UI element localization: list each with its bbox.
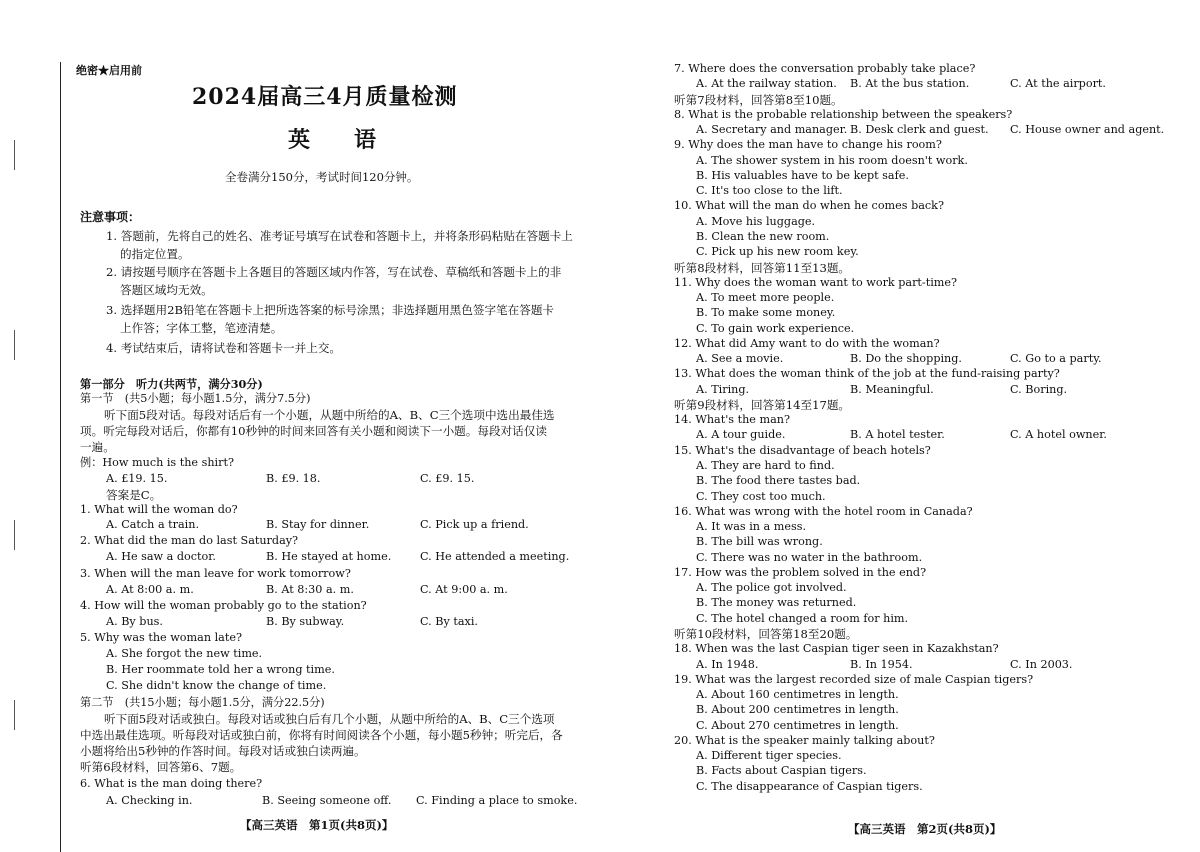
note-line: 4. 考试结束后，请将试卷和答题卡一并上交。 — [106, 341, 342, 355]
question-text: 14. What's the man? — [674, 413, 790, 427]
option-c: C. A hotel owner. — [1010, 428, 1107, 442]
part1-heading: 第一部分 听力(共两节，满分30分) — [80, 377, 263, 391]
option-c: C. At the airport. — [1010, 77, 1106, 91]
option-a: A. Checking in. — [106, 794, 193, 807]
instruction-line: 一遍。 — [80, 440, 115, 454]
question-text: 16. What was wrong with the hotel room in Canada? — [674, 504, 973, 518]
cut-mark — [14, 520, 15, 550]
option-line: B. The money was returned. — [696, 596, 857, 610]
option-b: B. At 8:30 a. m. — [266, 583, 354, 596]
subject-title: 英 语 — [288, 127, 377, 153]
question-4: 4. How will the woman probably go to the station? — [80, 599, 367, 612]
option-line: C. There was no water in the bathroom. — [696, 550, 923, 564]
question-text: 19. What was the largest recorded size of male Caspian tigers? — [674, 672, 1034, 686]
instruction-line: 小题将给出5秒钟的作答时间。每段对话或独白读两遍。 — [80, 744, 366, 758]
option-line: C. It's too close to the lift. — [696, 184, 843, 198]
option-c: C. He attended a meeting. — [420, 550, 570, 563]
page-footer: 【高三英语 第2页(共8页)】 — [848, 822, 1002, 836]
option-line: B. To make some money. — [696, 306, 836, 320]
option-c: C. In 2003. — [1010, 657, 1073, 671]
question-text: 18. When was the last Caspian tiger seen in Kazakhstan? — [674, 642, 999, 656]
note-line: 答题区域均无效。 — [120, 283, 213, 297]
material-label: 听第9段材料，回答第14至17题。 — [674, 397, 851, 412]
option-line: A. It was in a mess. — [696, 520, 807, 534]
question-text: 12. What did Amy want to do with the woman? — [674, 336, 940, 350]
cut-mark — [14, 700, 15, 730]
option-line: B. The bill was wrong. — [696, 535, 823, 549]
example-option-a: A. £19. 15. — [106, 472, 168, 485]
option-c: C. At 9:00 a. m. — [420, 583, 508, 596]
option-b: B. Meaningful. — [850, 382, 934, 396]
option-a: A. See a movie. — [696, 352, 784, 366]
option-line: B. The food there tastes bad. — [696, 474, 861, 488]
option-b: B. Desk clerk and guest. — [850, 123, 989, 137]
cut-mark — [14, 140, 15, 170]
option-line: A. To meet more people. — [696, 291, 835, 305]
option-line: A. The police got involved. — [696, 581, 847, 595]
question-text: 11. Why does the woman want to work part-time? — [674, 275, 958, 289]
option-line: C. The hotel changed a room for him. — [696, 611, 909, 625]
question-text: 17. How was the problem solved in the end? — [674, 565, 927, 579]
secret-label: 绝密★启用前 — [76, 64, 142, 77]
option-b: B. Stay for dinner. — [266, 518, 370, 531]
question-1: 1. What will the woman do? — [80, 503, 238, 516]
option-line: A. Move his luggage. — [696, 214, 816, 228]
example-question: 例：How much is the shirt? — [80, 456, 234, 469]
question-6: 6. What is the man doing there? — [80, 777, 263, 790]
option-c: C. House owner and agent. — [1010, 123, 1165, 137]
question-text: 20. What is the speaker mainly talking about? — [674, 733, 935, 747]
option-b: B. Do the shopping. — [850, 352, 962, 366]
option-b: B. He stayed at home. — [266, 550, 392, 563]
section1-heading: 第一节 (共5小题；每小题1.5分，满分7.5分) — [80, 392, 311, 405]
note-line: 2. 请按题号顺序在答题卡上各题目的答题区域内作答，写在试卷、草稿纸和答题卡上的非 — [106, 265, 562, 279]
option-line: A. They are hard to find. — [696, 459, 835, 473]
option-line: A. About 160 centimetres in length. — [696, 688, 899, 702]
page-footer: 【高三英语 第1页(共8页)】 — [240, 818, 394, 832]
material-label: 听第7段材料，回答第8至10题。 — [674, 92, 843, 107]
option-a: A. At the railway station. — [696, 77, 837, 91]
example-option-b: B. £9. 18. — [266, 472, 321, 485]
option-c: C. Finding a place to smoke. — [416, 794, 578, 807]
option-b: B. Her roommate told her a wrong time. — [106, 663, 335, 676]
option-a: A. He saw a doctor. — [106, 550, 216, 563]
exam-title: 2024届高三4月质量检测 — [192, 84, 458, 110]
option-a: A. Tiring. — [696, 382, 750, 396]
option-b: B. Seeing someone off. — [262, 794, 392, 807]
note-line: 上作答；字体工整，笔迹清楚。 — [120, 321, 283, 335]
option-line: B. Clean the new room. — [696, 229, 830, 243]
binding-line — [60, 62, 61, 852]
material-label: 听第6段材料，回答第6、7题。 — [80, 760, 242, 774]
option-b: B. A hotel tester. — [850, 428, 945, 442]
question-text: 9. Why does the man have to change his room? — [674, 138, 942, 152]
option-line: B. About 200 centimetres in length. — [696, 703, 899, 717]
option-a: A. Catch a train. — [106, 518, 200, 531]
note-line: 1. 答题前，先将自己的姓名、准考证号填写在试卷和答题卡上，并将条形码粘贴在答题卡上 — [106, 229, 573, 243]
option-c: C. Go to a party. — [1010, 352, 1102, 366]
exam-page-2 — [600, 0, 1200, 848]
option-line: C. They cost too much. — [696, 489, 826, 503]
question-text: 13. What does the woman think of the job at the fund-raising party? — [674, 367, 1060, 381]
question-5: 5. Why was the woman late? — [80, 631, 242, 644]
example-answer: 答案是C。 — [106, 488, 162, 502]
option-line: A. The shower system in his room doesn't work. — [696, 153, 968, 167]
option-c: C. Pick up a friend. — [420, 518, 529, 531]
score-info: 全卷满分150分，考试时间120分钟。 — [225, 170, 419, 184]
option-a: A. Secretary and manager. — [696, 123, 848, 137]
option-c: C. Boring. — [1010, 382, 1068, 396]
question-text: 7. Where does the conversation probably take place? — [674, 62, 976, 75]
instruction-line: 听下面5段对话或独白。每段对话或独白后有几个小题，从题中所给的A、B、C三个选项 — [104, 712, 555, 726]
question-text: 10. What will the man do when he comes back? — [674, 199, 944, 213]
option-a: A. By bus. — [106, 615, 163, 628]
example-option-c: C. £9. 15. — [420, 472, 475, 485]
note-line: 的指定位置。 — [120, 247, 190, 261]
option-a: A. In 1948. — [696, 657, 759, 671]
instruction-line: 项。听完每段对话后，你都有10秒钟的时间来回答有关小题和阅读下一小题。每段对话仅读 — [80, 424, 547, 438]
option-b: B. In 1954. — [850, 657, 913, 671]
instruction-line: 中选出最佳选项。听每段对话或独白前，你将有时间阅读各个小题，每小题5秒钟；听完后，各 — [80, 728, 563, 742]
option-c: C. By taxi. — [420, 615, 478, 628]
option-line: B. His valuables have to be kept safe. — [696, 168, 909, 182]
note-line: 3. 选择题用2B铅笔在答题卡上把所选答案的标号涂黑；非选择题用黑色签字笔在答题卡 — [106, 303, 555, 317]
notes-heading: 注意事项： — [80, 210, 141, 224]
option-line: A. Different tiger species. — [696, 749, 842, 763]
option-a: A. A tour guide. — [696, 428, 786, 442]
option-b: B. By subway. — [266, 615, 345, 628]
option-line: C. Pick up his new room key. — [696, 245, 859, 259]
option-a: A. At 8:00 a. m. — [106, 583, 194, 596]
section2-heading: 第二节 (共15小题；每小题1.5分，满分22.5分) — [80, 696, 325, 709]
option-line: C. The disappearance of Caspian tigers. — [696, 779, 923, 793]
option-b: B. At the bus station. — [850, 77, 970, 91]
option-line: B. Facts about Caspian tigers. — [696, 764, 867, 778]
question-text: 8. What is the probable relationship between the speakers? — [674, 107, 1013, 121]
option-line: C. About 270 centimetres in length. — [696, 718, 899, 732]
option-c: C. She didn't know the change of time. — [106, 679, 327, 692]
option-line: C. To gain work experience. — [696, 321, 855, 335]
exam-page-1 — [0, 0, 600, 848]
question-3: 3. When will the man leave for work tomorrow? — [80, 567, 351, 580]
material-label: 听第10段材料，回答第18至20题。 — [674, 626, 858, 641]
option-a: A. She forgot the new time. — [106, 647, 263, 660]
cut-mark — [14, 330, 15, 360]
material-label: 听第8段材料，回答第11至13题。 — [674, 260, 851, 275]
question-2: 2. What did the man do last Saturday? — [80, 534, 299, 547]
instruction-line: 听下面5段对话。每段对话后有一个小题，从题中所给的A、B、C三个选项中选出最佳选 — [104, 408, 555, 422]
question-text: 15. What's the disadvantage of beach hotels? — [674, 443, 931, 457]
